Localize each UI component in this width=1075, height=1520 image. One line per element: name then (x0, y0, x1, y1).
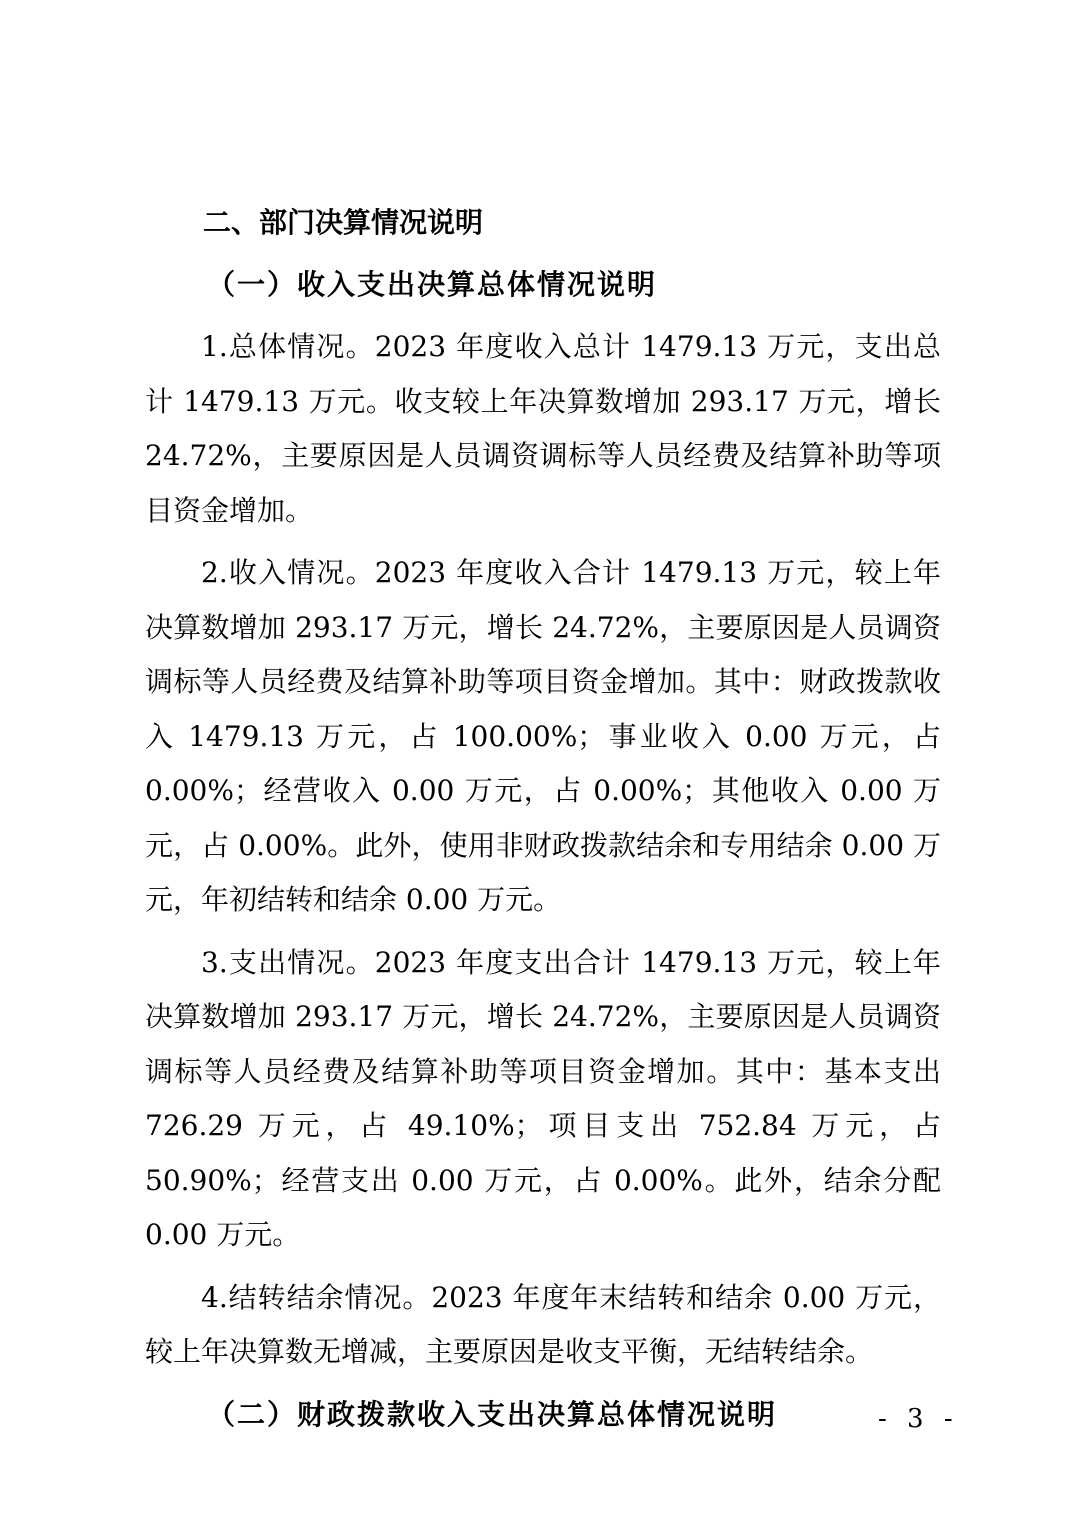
document-body (145, 196, 941, 1450)
subsection-title-income-expense: （一）收入支出决算总体情况说明 (207, 268, 658, 301)
paragraph-expenditure: 3.支出情况。2023 年度支出合计 1479.13 万元，较上年决算数增加 293.17 万元，增长 24.72%，主要原因是人员调资调标等人员经费及结算补助等项目资金增加。其中：基本支出 726.29 万元，占 49.10%；项目支出 752.84 万元，占 50.90%；经营支出 0.00 万元，占 0.00%。此外，结余分配 0.00 万元。 (145, 945, 941, 1251)
page-number: - 3 - (878, 1404, 959, 1434)
subsection-title-fiscal-appropriation: （二）财政拨款收入支出决算总体情况说明 (207, 1397, 778, 1431)
paragraph-overall: 1.总体情况。2023 年度收入总计 1479.13 万元，支出总计 1479.13 万元。收支较上年决算数增加 293.17 万元，增长 24.72%，主要原因是人员调资调标等人员经费及结算补助等项目资金增加。 (145, 330, 941, 527)
paragraph-carryover: 4.结转结余情况。2023 年度年末结转和结余 0.00 万元，较上年决算数无增减，主要原因是收支平衡，无结转结余。 (145, 1280, 941, 1368)
paragraph-income: 2.收入情况。2023 年度收入合计 1479.13 万元，较上年决算数增加 293.17 万元，增长 24.72%，主要原因是人员调资调标等人员经费及结算补助等项目资金增加。其中：财政拨款收入 1479.13 万元，占 100.00%；事业收入 0.00 万元，占 0.00%；经营收入 0.00 万元，占 0.00%；其他收入 0.00 万元，占 0.00%。此外，使用非财政拨款结余和专用结余 0.00 万元，年初结转和结余 0.00 万元。 (145, 556, 941, 916)
section-heading: 二、部门决算情况说明 (203, 206, 484, 239)
